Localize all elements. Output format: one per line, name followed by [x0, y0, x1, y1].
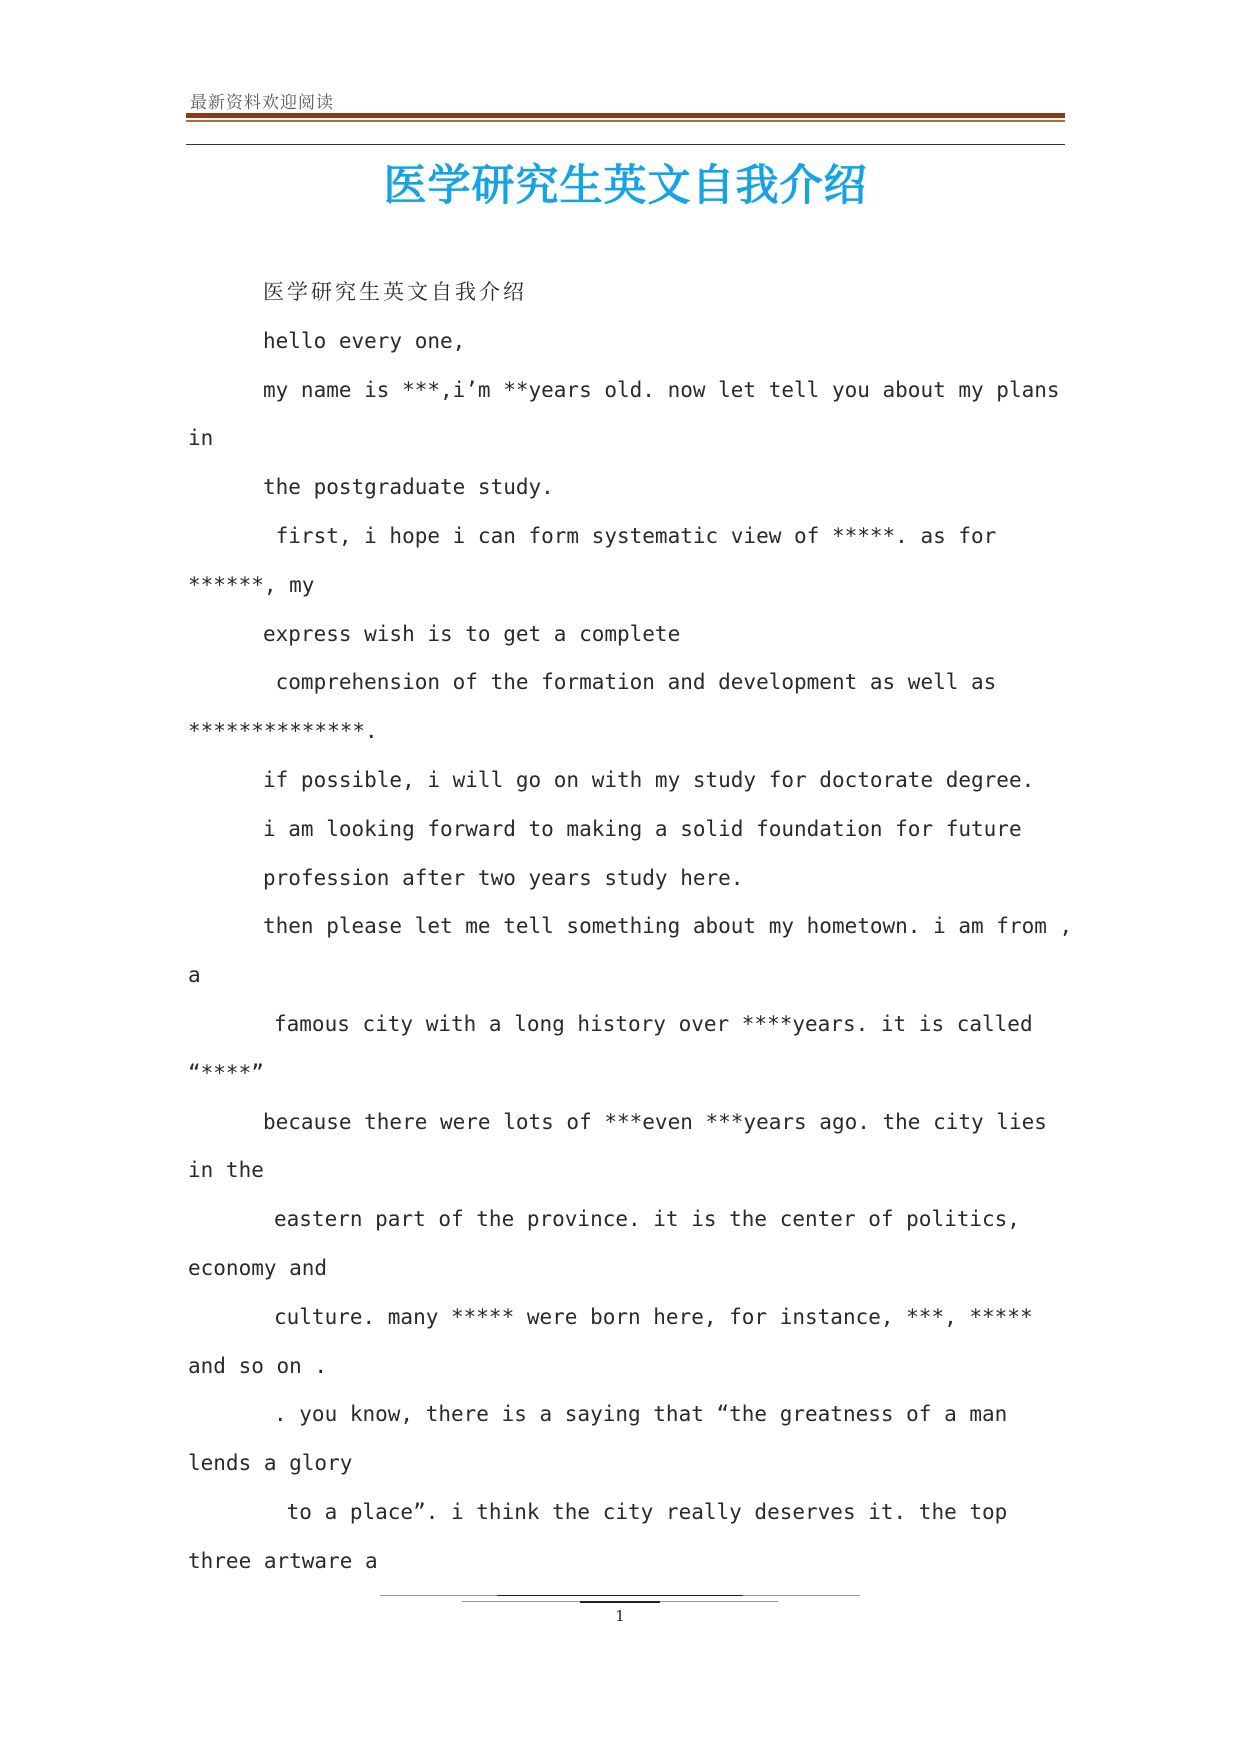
body-line: lends a glory [188, 1451, 353, 1476]
body-line: . you know, there is a saying that “the greatness of a man [274, 1402, 1008, 1427]
body-line: because there were lots of ***even ***years ago. the city lies [263, 1109, 1047, 1134]
body-line: **************. [188, 719, 378, 744]
document-title: 医学研究生英文自我介绍 [383, 161, 868, 211]
body-heading: 医学研究生英文自我介绍 [263, 280, 527, 304]
body-line: famous city with a long history over ****years. it is called [274, 1011, 1033, 1036]
body-line: hello every one, [263, 328, 466, 353]
body-line: express wish is to get a complete [263, 621, 681, 646]
footer-rule-dark [497, 1595, 743, 1596]
body-line: the postgraduate study. [263, 475, 554, 500]
body-line: and so on . [188, 1353, 328, 1378]
page-header-text: 最新资料欢迎阅读 [190, 93, 334, 113]
body-line: three artware a [188, 1548, 378, 1573]
body-line: culture. many ***** were born here, for instance, ***, ***** [274, 1304, 1033, 1329]
body-line: my name is ***,i’m **years old. now let tell you about my plans [263, 377, 1060, 402]
page-number: 1 [615, 1607, 625, 1625]
footer-rule-accent [580, 1601, 660, 1603]
body-line: in [188, 426, 214, 451]
body-line: in the [188, 1158, 264, 1183]
header-rule-thin [186, 144, 1065, 145]
body-line: then please let me tell something about my hometown. i am from , [263, 914, 1073, 939]
body-line: to a place”. i think the city really deserves it. the top [274, 1499, 1008, 1524]
body-line: “****” [188, 1060, 264, 1085]
body-line: comprehension of the formation and development as well as [263, 670, 997, 695]
body-line: eastern part of the province. it is the center of politics, [274, 1207, 1020, 1232]
body-line: if possible, i will go on with my study for doctorate degree. [263, 767, 1035, 792]
body-line: i am looking forward to making a solid foundation for future [263, 816, 1022, 841]
document-body [188, 268, 1073, 1586]
header-rule-mid [186, 120, 1065, 122]
body-line: profession after two years study here. [263, 865, 744, 890]
body-line: economy and [188, 1255, 328, 1280]
header-rule-thick [186, 113, 1065, 118]
body-line: ******, my [188, 572, 315, 597]
body-line: first, i hope i can form systematic view of *****. as for [263, 523, 997, 548]
page-footer [380, 1595, 860, 1635]
body-line: a [188, 963, 201, 988]
